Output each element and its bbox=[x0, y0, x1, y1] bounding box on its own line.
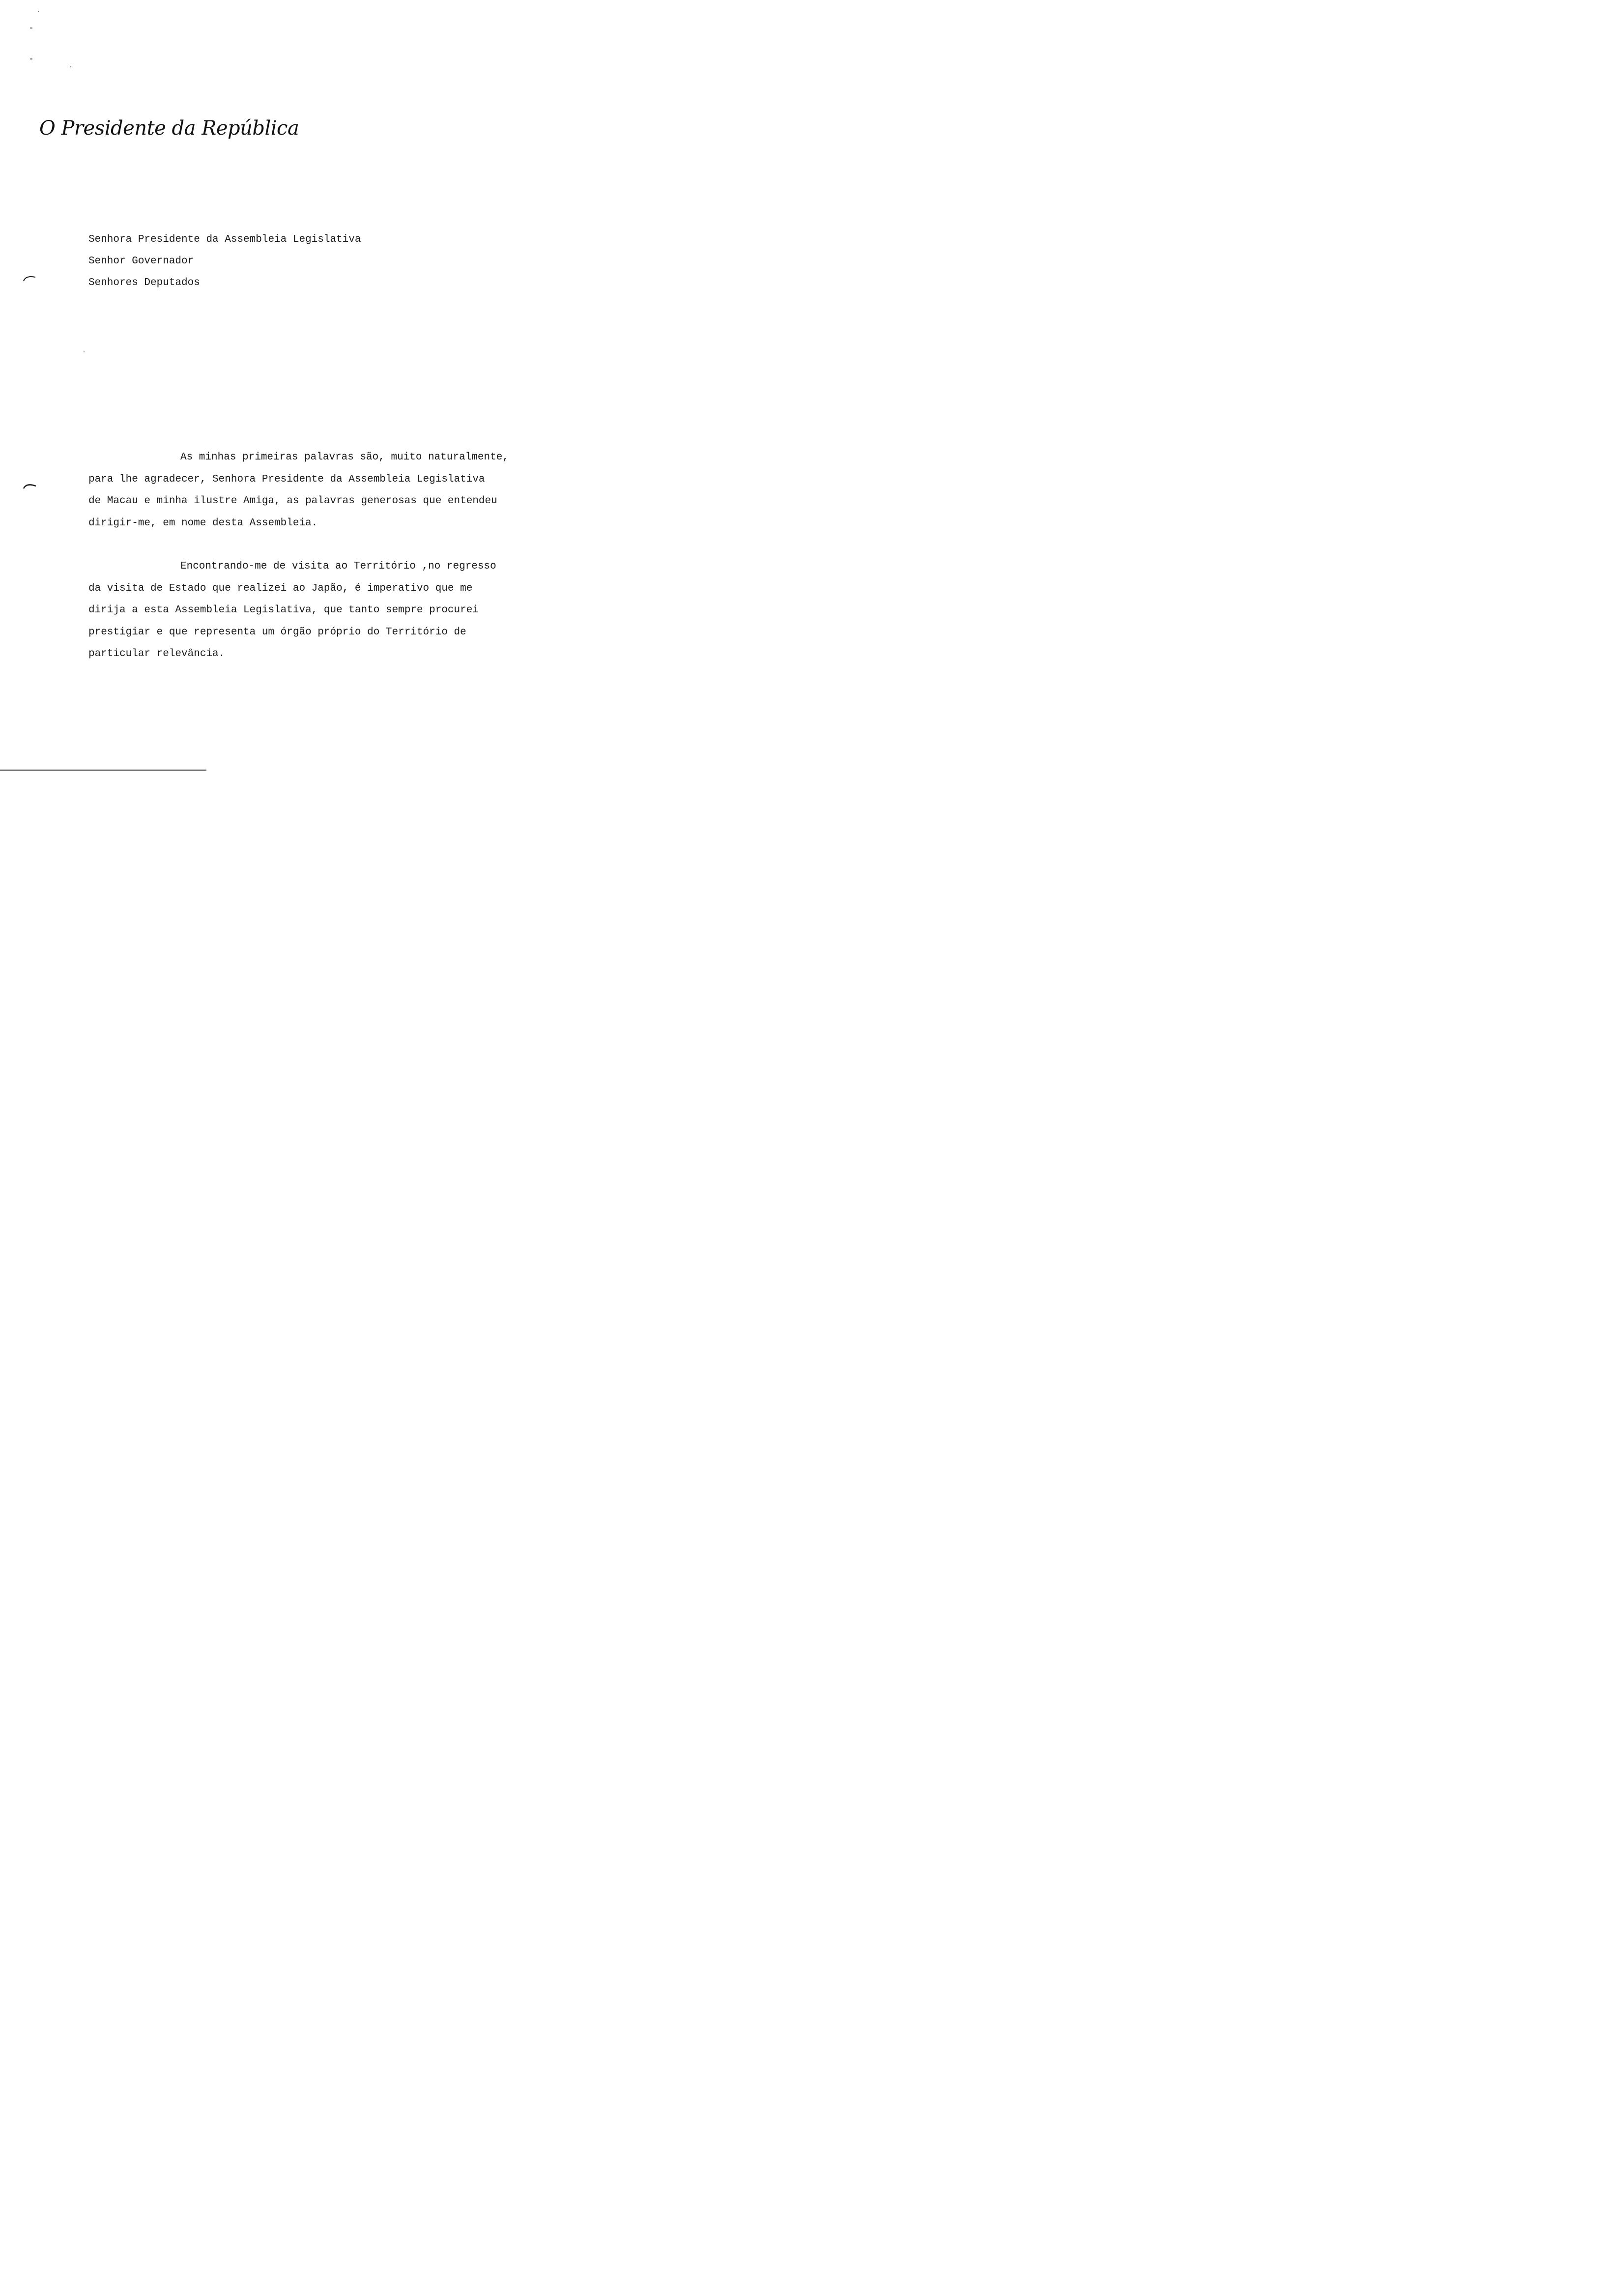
paragraph-line: dirija a esta Assembleia Legislativa, que tanto sempre procurei bbox=[88, 604, 479, 616]
salutation-block bbox=[88, 229, 521, 294]
salutation-line: Senhor Governador bbox=[88, 256, 194, 267]
scan-speck bbox=[30, 58, 32, 59]
letterhead-title: O Presidente da República bbox=[39, 117, 299, 140]
paragraph-line: para lhe agradecer, Senhora Presidente da Assembleia Legislativa bbox=[88, 473, 485, 485]
salutation-line: Senhora Presidente da Assembleia Legislativa bbox=[88, 234, 361, 245]
scan-speck bbox=[30, 28, 32, 29]
scan-speck bbox=[38, 11, 39, 12]
scan-speck bbox=[70, 66, 71, 67]
body-paragraph-2 bbox=[88, 556, 521, 665]
scan-edge-line bbox=[0, 770, 206, 771]
paragraph-line: da visita de Estado que realizei ao Japão, é imperativo que me bbox=[88, 582, 473, 594]
paragraph-line: de Macau e minha ilustre Amiga, as palavras generosas que entendeu bbox=[88, 495, 497, 507]
paragraph-line: Encontrando-me de visita ao Território ,no regresso bbox=[180, 561, 496, 572]
paragraph-line: prestigiar e que representa um órgão próprio do Território de bbox=[88, 626, 466, 638]
document-page bbox=[0, 0, 541, 773]
salutation-line: Senhores Deputados bbox=[88, 277, 200, 288]
body-paragraph-1 bbox=[88, 447, 521, 534]
paragraph-line: As minhas primeiras palavras são, muito naturalmente, bbox=[180, 452, 509, 463]
scan-speck bbox=[84, 351, 85, 352]
paragraph-line: dirigir-me, em nome desta Assembleia. bbox=[88, 517, 318, 529]
punch-hole-mark-upper bbox=[23, 274, 37, 281]
punch-hole-mark-lower bbox=[23, 482, 37, 488]
paragraph-line: particular relevância. bbox=[88, 648, 225, 660]
